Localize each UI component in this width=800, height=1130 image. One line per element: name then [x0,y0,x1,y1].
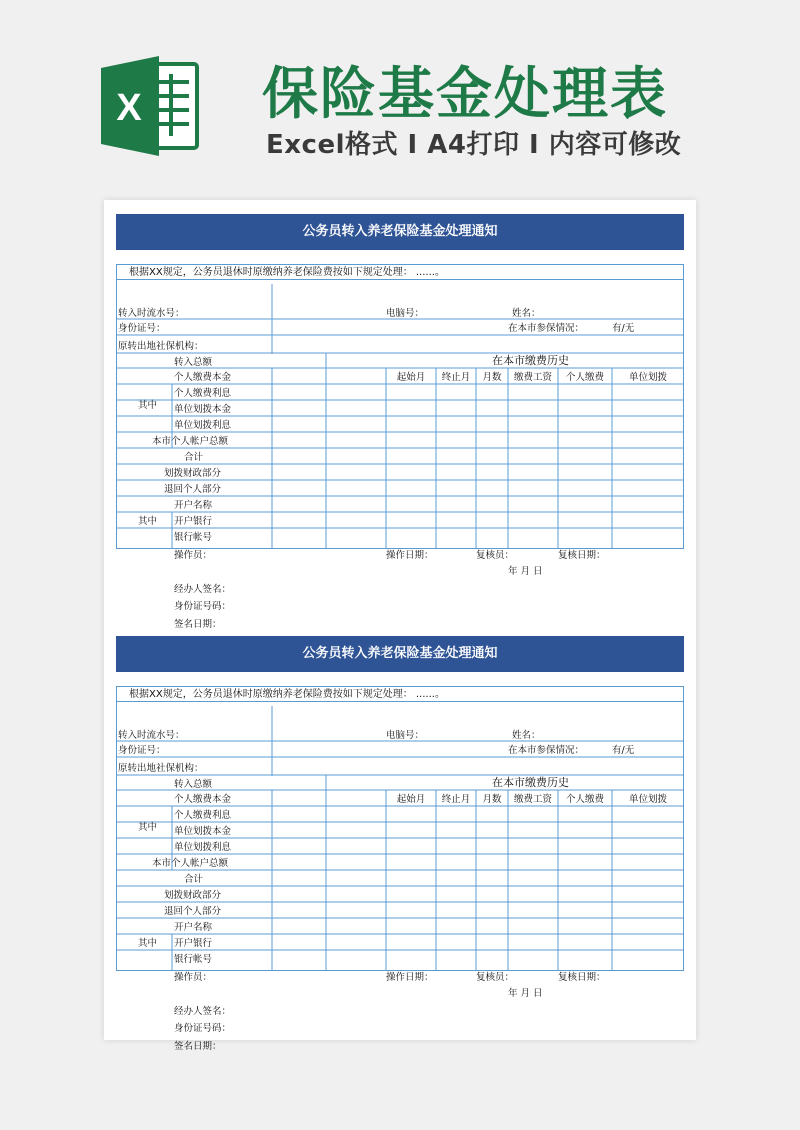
history-col-header: 终止月 [441,372,471,383]
row-unit-interest: 单位划拨利息 [174,420,232,431]
history-col-header: 缴费工资 [513,372,552,383]
history-col-header: 起始月 [396,794,426,805]
history-title: 在本市缴费历史 [492,354,569,367]
row-personal-principal: 个人缴费本金 [174,794,232,805]
year-month-day: 年 月 日 [508,988,543,999]
origin-org-label: 原转出地社保机构： [118,341,204,352]
id-number-label: 身份证号： [118,745,166,756]
operator-label: 操作员： [174,972,213,983]
id-number-label: 身份证号： [118,323,166,334]
row-refund-part: 退回个人部分 [164,906,222,917]
serial-no-label: 转入时流水号： [118,308,185,319]
svg-text:X: X [116,87,142,129]
row-sum: 合计 [184,452,204,463]
page-title: 保险基金处理表 [262,62,668,127]
row-bank: 开户银行 [174,938,213,949]
row-personal-interest: 个人缴费利息 [174,388,232,399]
row-group-of-which-2: 其中 [138,938,158,949]
form-paper [104,200,696,1052]
notice-title: 公务员转入养老保险基金处理通知 [116,214,684,250]
handler-signature-label: 经办人签名： [174,584,232,595]
operation-date-label: 操作日期： [386,550,434,561]
name-label: 姓名： [512,730,541,741]
insured-status-value: 有/无 [612,745,635,756]
row-sum: 合计 [184,874,204,885]
row-bank-account: 银行帐号 [174,532,213,543]
history-title: 在本市缴费历史 [492,776,569,789]
history-col-header: 个人缴费 [565,794,604,805]
reviewer-label: 复核员： [476,972,515,983]
page-subtitle: Excel格式 I A4打印 I 内容可修改 [266,130,682,160]
computer-no-label: 电脑号： [386,308,425,319]
review-date-label: 复核日期： [558,972,606,983]
row-group-of-which-2: 其中 [138,516,158,527]
computer-no-label: 电脑号： [386,730,425,741]
history-col-header: 终止月 [441,794,471,805]
sign-date-label: 签名日期： [174,619,222,630]
operator-label: 操作员： [174,550,213,561]
notice-intro: 根据XX规定，公务员退休时原缴纳养老保险费按如下规定处理： ......。 [116,264,684,280]
row-refund-part: 退回个人部分 [164,484,222,495]
row-city-account-total: 本市个人帐户总额 [152,858,229,869]
operation-date-label: 操作日期： [386,972,434,983]
row-total-transfer: 转入总额 [174,779,213,790]
row-unit-interest: 单位划拨利息 [174,842,232,853]
year-month-day: 年 月 日 [508,566,543,577]
history-col-header: 起始月 [396,372,426,383]
insured-status-value: 有/无 [612,323,635,334]
handler-id-label: 身份证号码： [174,1023,232,1034]
row-personal-principal: 个人缴费本金 [174,372,232,383]
reviewer-label: 复核员： [476,550,515,561]
row-account-name: 开户名称 [174,500,213,511]
origin-org-label: 原转出地社保机构： [118,763,204,774]
history-col-header: 缴费工资 [513,794,552,805]
row-finance-part: 划拨财政部分 [164,890,222,901]
history-col-header: 个人缴费 [565,372,604,383]
review-date-label: 复核日期： [558,550,606,561]
serial-no-label: 转入时流水号： [118,730,185,741]
excel-icon [101,56,201,156]
row-personal-interest: 个人缴费利息 [174,810,232,821]
history-col-header: 单位划拨 [628,372,667,383]
notice-title: 公务员转入养老保险基金处理通知 [116,636,684,672]
history-col-header: 单位划拨 [628,794,667,805]
history-col-header: 月数 [482,794,502,805]
row-finance-part: 划拨财政部分 [164,468,222,479]
row-unit-principal: 单位划拨本金 [174,826,232,837]
row-total-transfer: 转入总额 [174,357,213,368]
sign-date-label: 签名日期： [174,1041,222,1052]
row-account-name: 开户名称 [174,922,213,933]
row-unit-principal: 单位划拨本金 [174,404,232,415]
notice-intro: 根据XX规定，公务员退休时原缴纳养老保险费按如下规定处理： ......。 [116,686,684,702]
insured-status-label: 在本市参保情况： [508,745,585,756]
handler-id-label: 身份证号码： [174,601,232,612]
row-city-account-total: 本市个人帐户总额 [152,436,229,447]
row-bank: 开户银行 [174,516,213,527]
insured-status-label: 在本市参保情况： [508,323,585,334]
page-header [0,0,800,190]
row-group-of-which: 其中 [138,822,158,833]
handler-signature-label: 经办人签名： [174,1006,232,1017]
form-grid [116,214,684,630]
row-bank-account: 银行帐号 [174,954,213,965]
row-group-of-which: 其中 [138,400,158,411]
form-grid [116,636,684,1052]
history-col-header: 月数 [482,372,502,383]
name-label: 姓名： [512,308,541,319]
